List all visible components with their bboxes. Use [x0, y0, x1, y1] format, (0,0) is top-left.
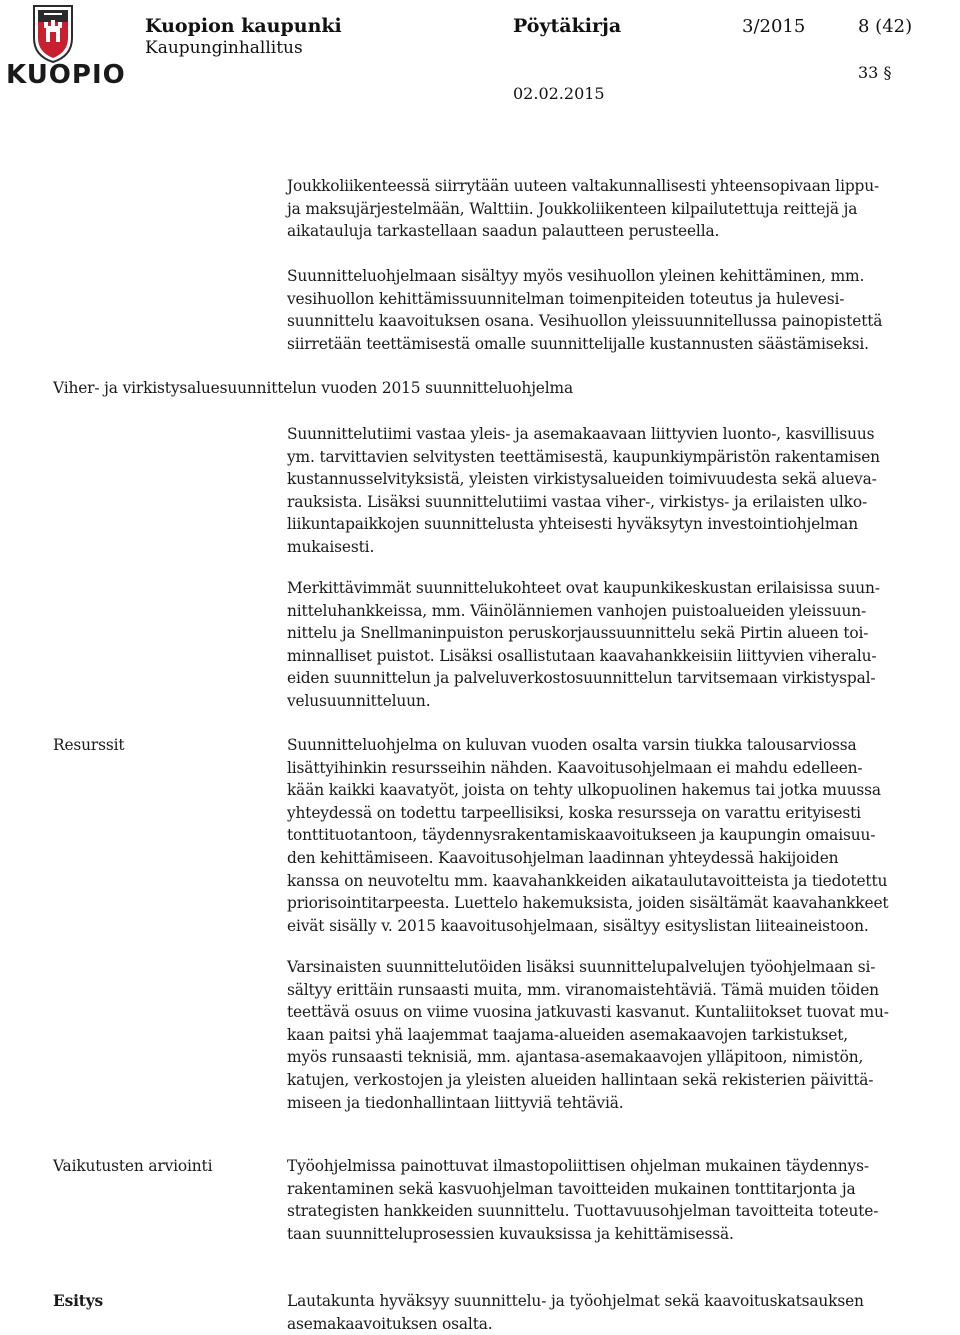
section-number: 33 §	[858, 63, 892, 82]
paragraph-proposal: Lautakunta hyväksyy suunnittelu- ja työohjelmat sekä kaavoituskatsauksen asemakaavoituksen osalta.	[287, 1292, 864, 1333]
paragraph-impact-assessment: Työohjelmissa painottuvat ilmastopoliittisen ohjelman mukainen täydennys- rakentaminen sekä kasvuohjelman tavoitteiden mukainen tonttitarjonta ja strategisten hankkeiden suunnittelu. Tuottavuusohjelman tavoitteita toteute- taan suunnitteluprosessien kuvauksissa ja kehittämisessä.	[287, 1157, 879, 1243]
label-resources: Resurssit	[53, 736, 125, 754]
paragraph-resources: Suunnitteluohjelma on kuluvan vuoden osalta varsin tiukka talousarviossa lisättyihinkin resursseihin nähden. Kaavoitusohjelmaan ei mahdu edelleen- kään kaikki kaavatyöt, joista on tehty ulkopuolinen hakemus tai jotka muussa yhteydessä on todettu tarpeellisiksi, koska resursseja on varattu erityisesti tonttituotantoon, täydennysrakentamiskaavoitukseen ja kaupungin omaisuu- den kehittämiseen. Kaavoitusohjelman laadinnan yhteydessä hakijoiden kanssa on neuvoteltu mm. kaavahankkeiden aikataulutavoitteista ja tiedotettu priorisointitarpeesta. Luettelo hakemuksista, joiden sisältämät kaavahankkeet eivät sisälly v. 2015 kaavoitusohjelmaan, sisältyy esityslistan liiteaineistoon.	[287, 736, 889, 935]
logo-text: KUOPIO	[6, 60, 126, 90]
document-number: 3/2015	[742, 16, 806, 37]
page-number: 8 (42)	[858, 16, 913, 37]
label-proposal: Esitys	[53, 1292, 104, 1310]
coat-of-arms-icon	[4, 2, 100, 64]
paragraph-planning-team: Suunnittelutiimi vastaa yleis- ja asemakaavaan liittyvien luonto-, kasvillisuus ym. tarvittavien selvitysten teettämisestä, kaupunkiympäristön rakentamisen kustannusselvityksistä, yleisten virkistysalueiden toimivuudesta sekä alueva- rauksista. Lisäksi suunnittelutiimi vastaa viher-, virkistys- ja erilaisten ulko- liikuntapaikkojen suunnittelusta yhteisesti hyväksytyn investointiohjelman mukaisesti.	[287, 425, 880, 556]
org-name: Kuopion kaupunki	[145, 15, 342, 37]
kuopio-logo	[4, 2, 126, 94]
body-name: Kaupunginhallitus	[145, 38, 303, 58]
paragraph-key-projects: Merkittävimmät suunnittelukohteet ovat kaupunkikeskustan erilaisissa suun- nitteluhankkeissa, mm. Väinölänniemen vanhojen puistoalueiden yleissuun- nittelu ja Snellmaninpuiston peruskorjaussuunnittelu sekä Pirtin alueen toi- minnalliset puistot. Lisäksi osallistutaan kaavahankkeisiin liittyvien viheralu- eiden suunnittelun ja palveluverkostosuunnittelun tarvitsemaan virkistyspal- velusuunnitteluun.	[287, 579, 880, 710]
meeting-date: 02.02.2015	[513, 84, 605, 103]
label-impact-assessment: Vaikutusten arviointi	[53, 1157, 213, 1175]
paragraph-public-transport: Joukkoliikenteessä siirrytään uuteen valtakunnallisesti yhteensopivaan lippu- ja maksujärjestelmään, Walttiin. Joukkoliikenteen kilpailutettuja reittejä ja aikatauluja tarkastellaan saadun palautteen perusteella.	[287, 177, 880, 241]
paragraph-water-supply: Suunnitteluohjelmaan sisältyy myös vesihuollon yleinen kehittäminen, mm. vesihuollon kehittämissuunnitelman toimenpiteiden toteutus ja hulevesi- suunnittelu kaavoituksen osana. Vesihuollon yleissuunnitellussa painopistettä siirretään teettämisestä omalle suunnittelijalle kustannusten säästämiseksi.	[287, 267, 883, 353]
section-heading-green-areas: Viher- ja virkistysaluesuunnittelun vuoden 2015 suunnitteluohjelma	[53, 379, 574, 397]
document-type: Pöytäkirja	[513, 15, 622, 37]
paragraph-other-tasks: Varsinaisten suunnittelutöiden lisäksi suunnittelupalvelujen työohjelmaan si- sältyy erittäin runsaasti muita, mm. viranomaistehtäviä. Tämä muiden töiden teettävä osuus on viime vuosina jatkuvasti kasvanut. Kuntaliitokset tuovat mu- kaan paitsi yhä laajemmat taajama-alueiden asemakaavojen tarkistukset, myös runsaasti teknisiä, mm. ajantasa-asemakaavojen ylläpitoon, nimistön, katujen, verkostojen ja yleisten alueiden hallintaan sekä rekisterien päivittä- miseen ja tiedonhallintaan liittyviä tehtäviä.	[287, 958, 889, 1112]
